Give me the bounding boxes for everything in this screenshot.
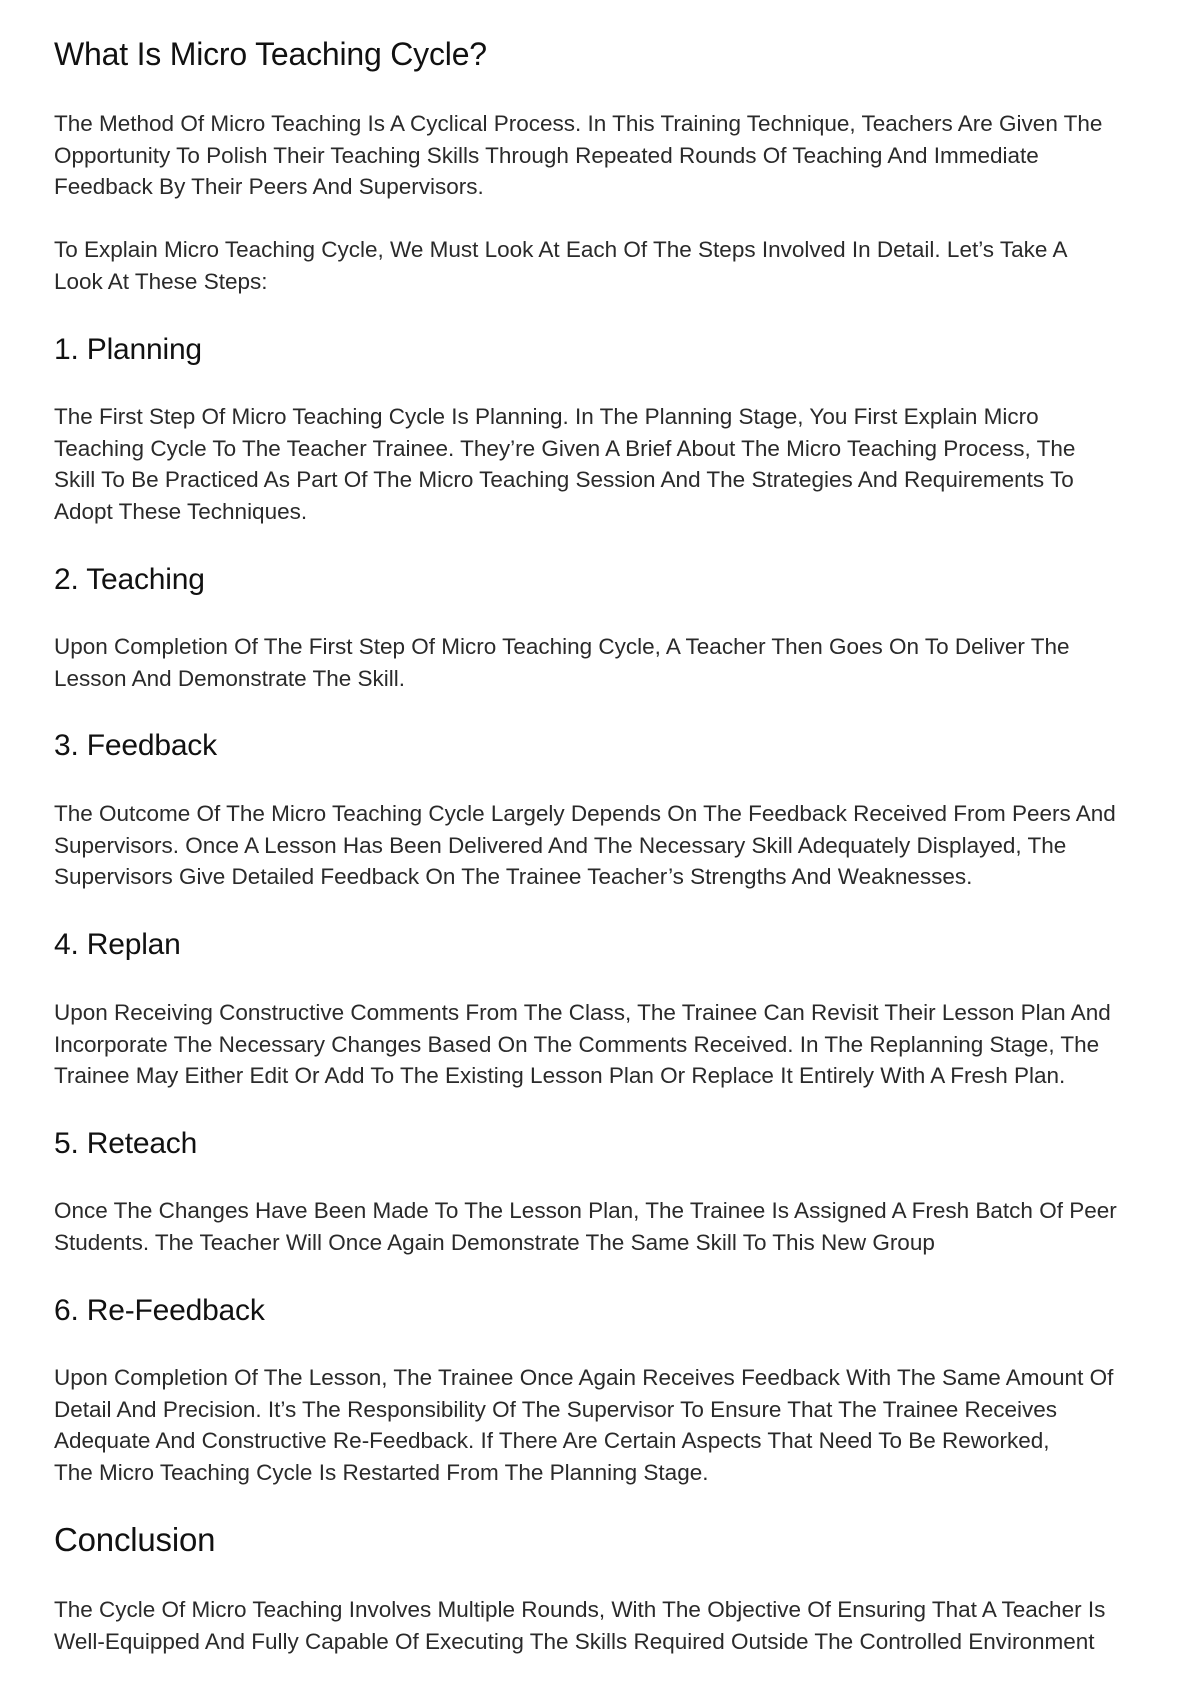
- text-line: To Explain Micro Teaching Cycle, We Must Look At Each Of The Steps Involved In Detail. Let’s Take A: [54, 237, 1068, 262]
- text-line: Teaching Cycle To The Teacher Trainee. They’re Given A Brief About The Micro Teaching Process, The: [54, 435, 1076, 461]
- text-line: The Cycle Of Micro Teaching Involves Multiple Rounds, With The Objective Of Ensuring That A Teacher Is: [54, 1597, 1106, 1622]
- section-heading-replan: 4. Replan: [54, 928, 181, 961]
- text-line: Opportunity To Polish Their Teaching Skills Through Repeated Rounds Of Teaching And Immediate: [54, 142, 1039, 168]
- text-line: The First Step Of Micro Teaching Cycle Is Planning. In The Planning Stage, You First Explain Micro: [54, 404, 1039, 429]
- section-heading-reteach: 5. Reteach: [54, 1127, 198, 1160]
- intro-paragraph-1: [54, 108, 1154, 203]
- text-line: Look At These Steps:: [54, 268, 268, 294]
- section-paragraph-feedback: [54, 798, 1154, 893]
- intro-paragraph-2: [54, 234, 1154, 297]
- section-paragraph-teaching: [54, 631, 1154, 694]
- text-line: Students. The Teacher Will Once Again Demonstrate The Same Skill To This New Group: [54, 1229, 935, 1255]
- section-heading-planning: 1. Planning: [54, 333, 202, 366]
- page-title: What Is Micro Teaching Cycle?: [54, 36, 487, 72]
- section-paragraph-replan: [54, 997, 1154, 1092]
- text-line: Lesson And Demonstrate The Skill.: [54, 665, 406, 691]
- text-line: The Method Of Micro Teaching Is A Cyclical Process. In This Training Technique, Teachers Are Given The: [54, 111, 1103, 136]
- text-line: Adopt These Techniques.: [54, 498, 308, 524]
- text-line: The Micro Teaching Cycle Is Restarted From The Planning Stage.: [54, 1459, 709, 1485]
- text-line: Once The Changes Have Been Made To The Lesson Plan, The Trainee Is Assigned A Fresh Batch Of Peer: [54, 1198, 1117, 1223]
- text-line: Supervisors Give Detailed Feedback On The Trainee Teacher’s Strengths And Weaknesses.: [54, 864, 973, 889]
- section-heading-feedback: 3. Feedback: [54, 729, 217, 762]
- section-paragraph-conclusion: [54, 1594, 1154, 1657]
- text-line: Upon Completion Of The First Step Of Micro Teaching Cycle, A Teacher Then Goes On To Deliver The: [54, 634, 1070, 659]
- text-line: Well-Equipped And Fully Capable Of Executing The Skills Required Outside The Controlled Environment: [54, 1628, 1095, 1654]
- text-line: Skill To Be Practiced As Part Of The Micro Teaching Session And The Strategies And Requirements To: [54, 467, 1074, 492]
- text-line: Incorporate The Necessary Changes Based On The Comments Received. In The Replanning Stage, The: [54, 1031, 1100, 1057]
- section-heading-re-feedback: 6. Re-Feedback: [54, 1294, 265, 1327]
- section-heading-teaching: 2. Teaching: [54, 563, 205, 596]
- text-line: Adequate And Constructive Re-Feedback. If There Are Certain Aspects That Need To Be Reworked,: [54, 1428, 1050, 1453]
- section-paragraph-re-feedback: [54, 1362, 1154, 1488]
- text-line: Supervisors. Once A Lesson Has Been Delivered And The Necessary Skill Adequately Displayed, The: [54, 832, 1067, 858]
- text-line: Feedback By Their Peers And Supervisors.: [54, 174, 484, 199]
- section-paragraph-planning: [54, 401, 1154, 527]
- text-line: Trainee May Either Edit Or Add To The Existing Lesson Plan Or Replace It Entirely With A Fresh Plan.: [54, 1063, 1066, 1088]
- section-heading-conclusion: Conclusion: [54, 1521, 216, 1558]
- section-paragraph-reteach: [54, 1195, 1154, 1258]
- text-line: Detail And Precision. It’s The Responsibility Of The Supervisor To Ensure That The Trainee Receives: [54, 1396, 1058, 1422]
- text-line: The Outcome Of The Micro Teaching Cycle Largely Depends On The Feedback Received From Peers And: [54, 801, 1116, 826]
- text-line: Upon Completion Of The Lesson, The Trainee Once Again Receives Feedback With The Same Amount Of: [54, 1365, 1114, 1390]
- text-line: Upon Receiving Constructive Comments From The Class, The Trainee Can Revisit Their Lesson Plan And: [54, 1000, 1111, 1025]
